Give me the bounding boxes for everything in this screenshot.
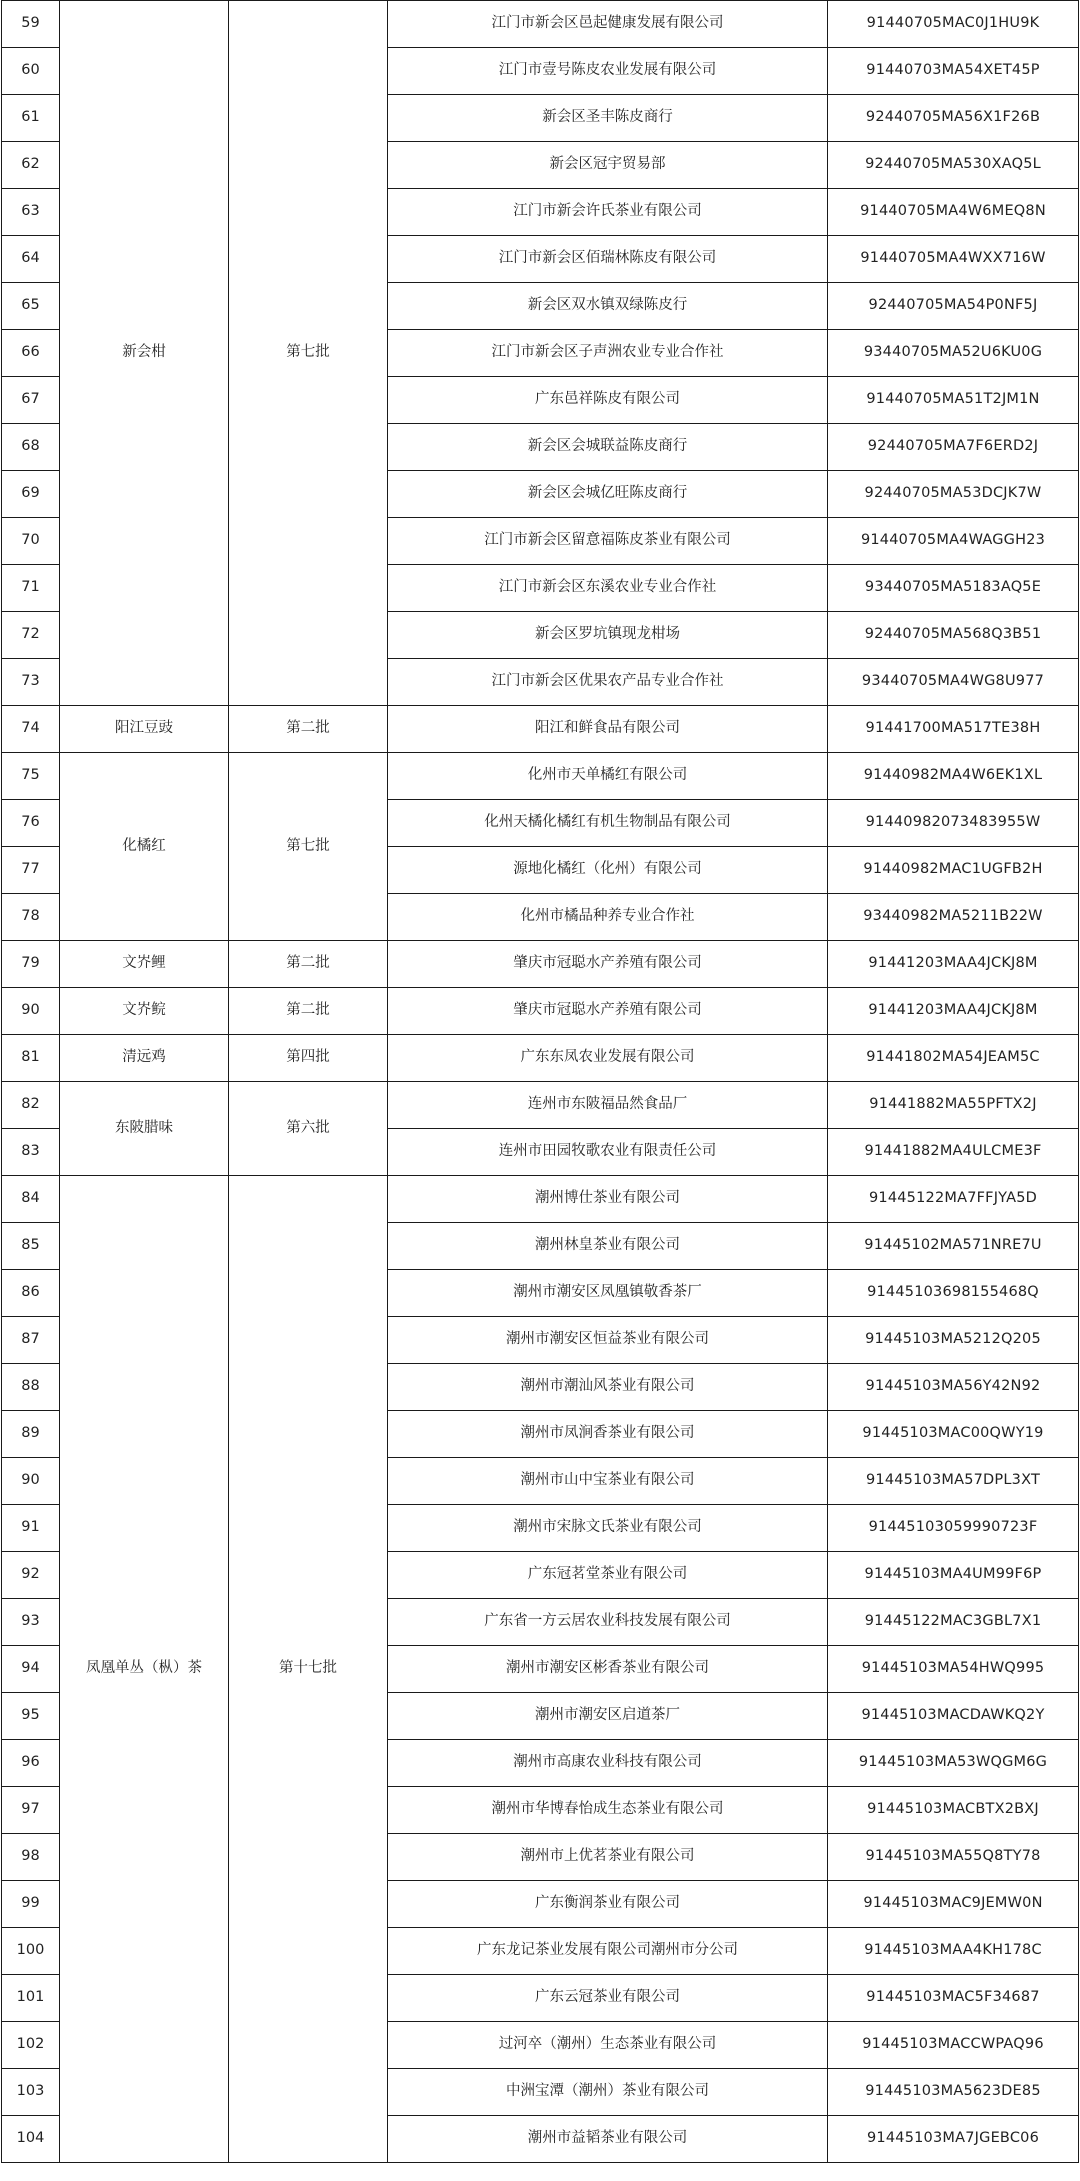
credit-code-cell: 91445103MAC5F34687 xyxy=(828,1975,1079,2022)
row-number-cell: 98 xyxy=(2,1834,60,1881)
company-name-cell: 肇庆市冠聪水产养殖有限公司 xyxy=(388,988,828,1035)
company-name-cell: 新会区罗坑镇现龙柑场 xyxy=(388,612,828,659)
product-name-cell: 新会柑 xyxy=(60,1,229,706)
company-name-cell: 江门市新会区佰瑞林陈皮有限公司 xyxy=(388,236,828,283)
credit-code-cell: 91441203MAA4JCKJ8M xyxy=(828,988,1079,1035)
credit-code-cell: 91440705MA4WAGGH23 xyxy=(828,518,1079,565)
company-name-cell: 江门市新会区东溪农业专业合作社 xyxy=(388,565,828,612)
company-name-cell: 江门市新会区子声洲农业专业合作社 xyxy=(388,330,828,377)
credit-code-cell: 91445102MA571NRE7U xyxy=(828,1223,1079,1270)
row-number-cell: 91 xyxy=(2,1505,60,1552)
row-number-cell: 61 xyxy=(2,95,60,142)
company-name-cell: 潮州市高康农业科技有限公司 xyxy=(388,1740,828,1787)
table-row xyxy=(2,988,1079,1035)
credit-code-cell: 92440705MA7F6ERD2J xyxy=(828,424,1079,471)
company-name-cell: 新会区圣丰陈皮商行 xyxy=(388,95,828,142)
company-name-cell: 江门市新会许氏茶业有限公司 xyxy=(388,189,828,236)
row-number-cell: 82 xyxy=(2,1082,60,1129)
product-name-cell: 文岕鲩 xyxy=(60,988,229,1035)
table-row xyxy=(2,1176,1079,1223)
credit-code-cell: 91440705MAC0J1HU9K xyxy=(828,1,1079,48)
table-row xyxy=(2,1,1079,48)
table-row xyxy=(2,1035,1079,1082)
credit-code-cell: 91445103MA53WQGM6G xyxy=(828,1740,1079,1787)
row-number-cell: 71 xyxy=(2,565,60,612)
row-number-cell: 65 xyxy=(2,283,60,330)
credit-code-cell: 91445103MAA4KH178C xyxy=(828,1928,1079,1975)
batch-cell: 第七批 xyxy=(229,1,388,706)
company-name-cell: 潮州市上优茗茶业有限公司 xyxy=(388,1834,828,1881)
batch-cell: 第四批 xyxy=(229,1035,388,1082)
credit-code-cell: 93440705MA4WG8U977 xyxy=(828,659,1079,706)
company-name-cell: 新会区会城联益陈皮商行 xyxy=(388,424,828,471)
row-number-cell: 103 xyxy=(2,2069,60,2116)
row-number-cell: 73 xyxy=(2,659,60,706)
batch-cell: 第七批 xyxy=(229,753,388,941)
company-name-cell: 化州天橘化橘红有机生物制品有限公司 xyxy=(388,800,828,847)
credit-code-cell: 91440703MA54XET45P xyxy=(828,48,1079,95)
company-name-cell: 广东龙记茶业发展有限公司潮州市分公司 xyxy=(388,1928,828,1975)
credit-code-cell: 92440705MA568Q3B51 xyxy=(828,612,1079,659)
row-number-cell: 69 xyxy=(2,471,60,518)
company-name-cell: 潮州市益韬茶业有限公司 xyxy=(388,2116,828,2163)
credit-code-cell: 92440705MA53DCJK7W xyxy=(828,471,1079,518)
row-number-cell: 100 xyxy=(2,1928,60,1975)
credit-code-cell: 91445103MAC9JEMW0N xyxy=(828,1881,1079,1928)
company-name-cell: 潮州市潮安区恒益茶业有限公司 xyxy=(388,1317,828,1364)
row-number-cell: 66 xyxy=(2,330,60,377)
company-name-cell: 新会区冠宇贸易部 xyxy=(388,142,828,189)
row-number-cell: 86 xyxy=(2,1270,60,1317)
company-name-cell: 新会区双水镇双绿陈皮行 xyxy=(388,283,828,330)
credit-code-cell: 91441802MA54JEAM5C xyxy=(828,1035,1079,1082)
credit-code-cell: 91445103698155468Q xyxy=(828,1270,1079,1317)
company-name-cell: 广东云冠茶业有限公司 xyxy=(388,1975,828,2022)
credit-code-cell: 91445122MAC3GBL7X1 xyxy=(828,1599,1079,1646)
credit-code-cell: 91440982073483955W xyxy=(828,800,1079,847)
company-name-cell: 中洲宝潭（潮州）茶业有限公司 xyxy=(388,2069,828,2116)
row-number-cell: 79 xyxy=(2,941,60,988)
row-number-cell: 78 xyxy=(2,894,60,941)
credit-code-cell: 91445103MAC00QWY19 xyxy=(828,1411,1079,1458)
row-number-cell: 95 xyxy=(2,1693,60,1740)
credit-code-cell: 91445103MACDAWKQ2Y xyxy=(828,1693,1079,1740)
batch-cell: 第六批 xyxy=(229,1082,388,1176)
row-number-cell: 85 xyxy=(2,1223,60,1270)
table-row xyxy=(2,941,1079,988)
company-name-cell: 连州市田园牧歌农业有限责任公司 xyxy=(388,1129,828,1176)
credit-code-cell: 91441882MA55PFTX2J xyxy=(828,1082,1079,1129)
credit-code-cell: 92440705MA56X1F26B xyxy=(828,95,1079,142)
row-number-cell: 68 xyxy=(2,424,60,471)
company-name-cell: 广东衡润茶业有限公司 xyxy=(388,1881,828,1928)
row-number-cell: 102 xyxy=(2,2022,60,2069)
row-number-cell: 67 xyxy=(2,377,60,424)
row-number-cell: 84 xyxy=(2,1176,60,1223)
company-name-cell: 潮州市凤涧香茶业有限公司 xyxy=(388,1411,828,1458)
credit-code-cell: 91445103MA56Y42N92 xyxy=(828,1364,1079,1411)
credit-code-cell: 91445103MA5212Q205 xyxy=(828,1317,1079,1364)
row-number-cell: 90 xyxy=(2,1458,60,1505)
credit-code-cell: 91441203MAA4JCKJ8M xyxy=(828,941,1079,988)
company-name-cell: 化州市天单橘红有限公司 xyxy=(388,753,828,800)
batch-cell: 第二批 xyxy=(229,941,388,988)
credit-code-cell: 91445103MA54HWQ995 xyxy=(828,1646,1079,1693)
product-name-cell: 清远鸡 xyxy=(60,1035,229,1082)
credit-code-cell: 91441882MA4ULCME3F xyxy=(828,1129,1079,1176)
credit-code-cell: 93440982MA5211B22W xyxy=(828,894,1079,941)
credit-code-cell: 92440705MA54P0NF5J xyxy=(828,283,1079,330)
row-number-cell: 83 xyxy=(2,1129,60,1176)
row-number-cell: 75 xyxy=(2,753,60,800)
company-name-cell: 广东东凤农业发展有限公司 xyxy=(388,1035,828,1082)
row-number-cell: 94 xyxy=(2,1646,60,1693)
row-number-cell: 87 xyxy=(2,1317,60,1364)
company-name-cell: 潮州市宋脉文氏茶业有限公司 xyxy=(388,1505,828,1552)
row-number-cell: 72 xyxy=(2,612,60,659)
company-name-cell: 潮州市山中宝茶业有限公司 xyxy=(388,1458,828,1505)
company-name-cell: 潮州市潮安区彬香茶业有限公司 xyxy=(388,1646,828,1693)
credit-code-cell: 91445122MA7FFJYA5D xyxy=(828,1176,1079,1223)
row-number-cell: 63 xyxy=(2,189,60,236)
row-number-cell: 97 xyxy=(2,1787,60,1834)
credit-code-cell: 91441700MA517TE38H xyxy=(828,706,1079,753)
row-number-cell: 64 xyxy=(2,236,60,283)
row-number-cell: 101 xyxy=(2,1975,60,2022)
row-number-cell: 60 xyxy=(2,48,60,95)
company-name-cell: 潮州林皇茶业有限公司 xyxy=(388,1223,828,1270)
credit-code-cell: 91445103MA4UM99F6P xyxy=(828,1552,1079,1599)
row-number-cell: 88 xyxy=(2,1364,60,1411)
batch-cell: 第二批 xyxy=(229,988,388,1035)
row-number-cell: 76 xyxy=(2,800,60,847)
credit-code-cell: 93440705MA52U6KU0G xyxy=(828,330,1079,377)
company-name-cell: 潮州市潮汕风茶业有限公司 xyxy=(388,1364,828,1411)
row-number-cell: 70 xyxy=(2,518,60,565)
row-number-cell: 93 xyxy=(2,1599,60,1646)
product-name-cell: 阳江豆豉 xyxy=(60,706,229,753)
company-name-cell: 肇庆市冠聪水产养殖有限公司 xyxy=(388,941,828,988)
credit-code-cell: 91445103MACCWPAQ96 xyxy=(828,2022,1079,2069)
row-number-cell: 62 xyxy=(2,142,60,189)
credit-code-cell: 91445103MA5623DE85 xyxy=(828,2069,1079,2116)
registry-table-body xyxy=(2,1,1079,2163)
credit-code-cell: 91440705MA51T2JM1N xyxy=(828,377,1079,424)
product-name-cell: 凤凰单丛（枞）茶 xyxy=(60,1176,229,2163)
company-name-cell: 连州市东陂福品然食品厂 xyxy=(388,1082,828,1129)
company-name-cell: 广东冠茗堂茶业有限公司 xyxy=(388,1552,828,1599)
credit-code-cell: 93440705MA5183AQ5E xyxy=(828,565,1079,612)
company-name-cell: 潮州市潮安区启道茶厂 xyxy=(388,1693,828,1740)
product-name-cell: 东陂腊味 xyxy=(60,1082,229,1176)
company-name-cell: 阳江和鲜食品有限公司 xyxy=(388,706,828,753)
credit-code-cell: 91445103MA55Q8TY78 xyxy=(828,1834,1079,1881)
company-name-cell: 江门市新会区优果农产品专业合作社 xyxy=(388,659,828,706)
company-name-cell: 潮州市潮安区凤凰镇敬香茶厂 xyxy=(388,1270,828,1317)
credit-code-cell: 92440705MA530XAQ5L xyxy=(828,142,1079,189)
table-row xyxy=(2,753,1079,800)
company-name-cell: 广东省一方云居农业科技发展有限公司 xyxy=(388,1599,828,1646)
batch-cell: 第二批 xyxy=(229,706,388,753)
company-name-cell: 过河卒（潮州）生态茶业有限公司 xyxy=(388,2022,828,2069)
row-number-cell: 104 xyxy=(2,2116,60,2163)
company-name-cell: 潮州博仕茶业有限公司 xyxy=(388,1176,828,1223)
company-name-cell: 江门市新会区邑起健康发展有限公司 xyxy=(388,1,828,48)
company-name-cell: 江门市壹号陈皮农业发展有限公司 xyxy=(388,48,828,95)
product-name-cell: 文岕鲤 xyxy=(60,941,229,988)
company-name-cell: 新会区会城亿旺陈皮商行 xyxy=(388,471,828,518)
row-number-cell: 89 xyxy=(2,1411,60,1458)
company-name-cell: 化州市橘品种养专业合作社 xyxy=(388,894,828,941)
row-number-cell: 92 xyxy=(2,1552,60,1599)
company-name-cell: 源地化橘红（化州）有限公司 xyxy=(388,847,828,894)
company-name-cell: 江门市新会区留意福陈皮茶业有限公司 xyxy=(388,518,828,565)
table-row xyxy=(2,1082,1079,1129)
row-number-cell: 74 xyxy=(2,706,60,753)
credit-code-cell: 91440982MA4W6EK1XL xyxy=(828,753,1079,800)
credit-code-cell: 91445103MA7JGEBC06 xyxy=(828,2116,1079,2163)
row-number-cell: 99 xyxy=(2,1881,60,1928)
batch-cell: 第十七批 xyxy=(229,1176,388,2163)
credit-code-cell: 91445103MACBTX2BXJ xyxy=(828,1787,1079,1834)
row-number-cell: 81 xyxy=(2,1035,60,1082)
credit-code-cell: 91440982MAC1UGFB2H xyxy=(828,847,1079,894)
row-number-cell: 96 xyxy=(2,1740,60,1787)
company-name-cell: 广东邑祥陈皮有限公司 xyxy=(388,377,828,424)
table-row xyxy=(2,706,1079,753)
row-number-cell: 90 xyxy=(2,988,60,1035)
product-name-cell: 化橘红 xyxy=(60,753,229,941)
row-number-cell: 59 xyxy=(2,1,60,48)
credit-code-cell: 91440705MA4WXX716W xyxy=(828,236,1079,283)
credit-code-cell: 91445103059990723F xyxy=(828,1505,1079,1552)
enterprise-registry-table xyxy=(1,0,1079,2163)
credit-code-cell: 91445103MA57DPL3XT xyxy=(828,1458,1079,1505)
row-number-cell: 77 xyxy=(2,847,60,894)
credit-code-cell: 91440705MA4W6MEQ8N xyxy=(828,189,1079,236)
company-name-cell: 潮州市华博春怡成生态茶业有限公司 xyxy=(388,1787,828,1834)
